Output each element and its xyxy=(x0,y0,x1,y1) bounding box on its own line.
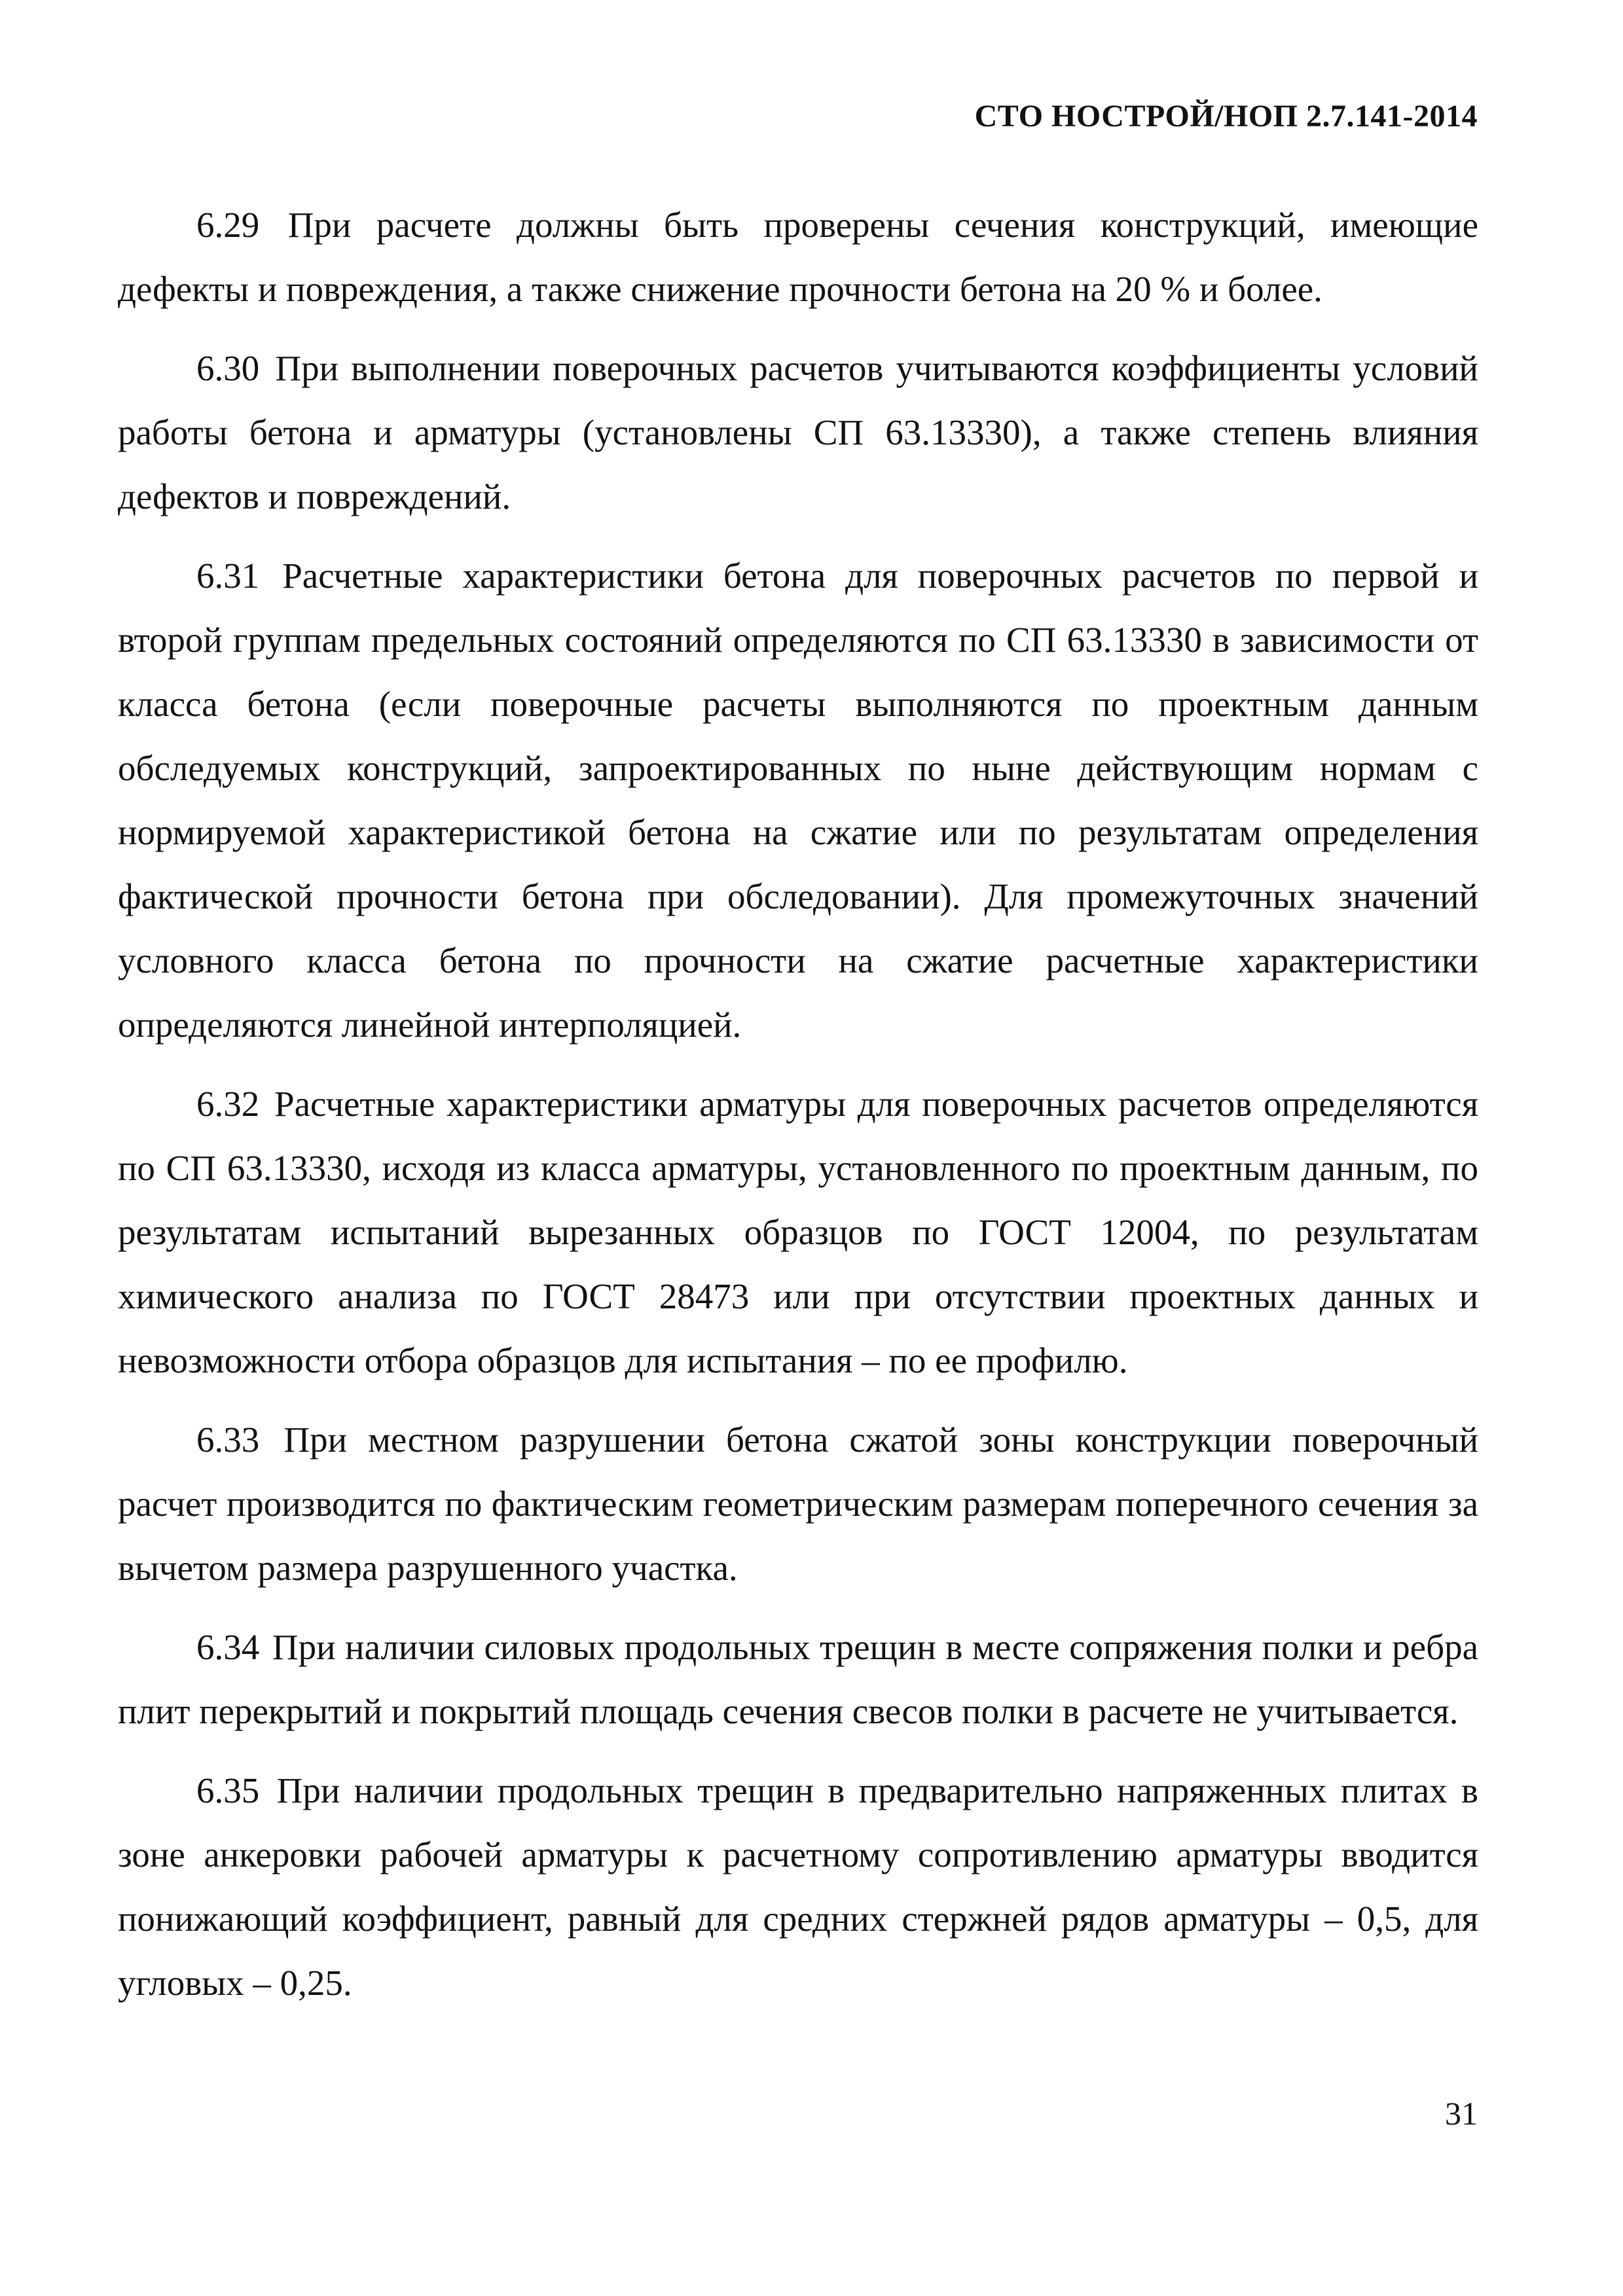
clause-number: 6.30 xyxy=(196,348,260,388)
clause-6-32 xyxy=(118,1072,1478,1393)
clause-number: 6.31 xyxy=(196,556,260,596)
clause-6-30 xyxy=(118,336,1478,529)
document-code-header: СТО НОСТРОЙ/НОП 2.7.141-2014 xyxy=(974,99,1478,134)
clause-number: 6.33 xyxy=(196,1420,260,1460)
clause-6-34 xyxy=(118,1615,1478,1744)
clause-6-35 xyxy=(118,1759,1478,2015)
page-number: 31 xyxy=(1445,2095,1478,2132)
clause-number: 6.32 xyxy=(196,1084,260,1124)
clause-text: При наличии силовых продольных трещин в месте сопряжения полки и ребра плит перекрытий и покрытий площадь сечения свесов полки в расчете не учитывается. xyxy=(118,1627,1478,1731)
clause-number: 6.35 xyxy=(196,1770,260,1810)
clause-6-33 xyxy=(118,1408,1478,1600)
clause-number: 6.29 xyxy=(196,205,260,245)
clause-6-31 xyxy=(118,544,1478,1057)
clause-6-29 xyxy=(118,193,1478,321)
document-body xyxy=(118,193,1478,2030)
clause-text: При наличии продольных трещин в предварительно напряженных плитах в зоне анкеровки рабочей арматуры к расчетному сопротивлению арматуры вводится понижающий коэффициент, равный для средних стержней рядов арматуры – 0,5, для угловых – 0,25. xyxy=(118,1770,1478,2003)
clause-text: Расчетные характеристики арматуры для поверочных расчетов определяются по СП 63.13330, исходя из класса арматуры, установленного по проектным данным, по результатам испытаний вырезанных образцов по ГОСТ 12004, по результатам химического анализа по ГОСТ 28473 или при отсутствии проектных данных и невозможности отбора образцов для испытания – по ее профилю. xyxy=(118,1084,1479,1380)
clause-text: При местном разрушении бетона сжатой зоны конструкции поверочный расчет производится по фактическим геометрическим размерам поперечного сечения за вычетом размера разрушенного участка. xyxy=(118,1420,1478,1588)
clause-number: 6.34 xyxy=(196,1627,260,1667)
clause-text: При расчете должны быть проверены сечения конструкций, имеющие дефекты и повреждения, а также снижение прочности бетона на 20 % и более. xyxy=(118,205,1478,309)
clause-text: Расчетные характеристики бетона для поверочных расчетов по первой и второй группам предельных состояний определяются по СП 63.13330 в зависимости от класса бетона (если поверочные расчеты выполняются по проектным данным обследуемых конструкций, запроектированных по ныне действующим нормам с нормируемой характеристикой бетона на сжатие или по результатам определения фактической прочности бетона при обследовании). Для промежуточных значений условного класса бетона по прочности на сжатие расчетные характеристики определяются линейной интерполяцией. xyxy=(118,556,1478,1045)
clause-text: При выполнении поверочных расчетов учитываются коэффициенты условий работы бетона и арматуры (установлены СП 63.13330), а также степень влияния дефектов и повреждений. xyxy=(118,348,1478,516)
